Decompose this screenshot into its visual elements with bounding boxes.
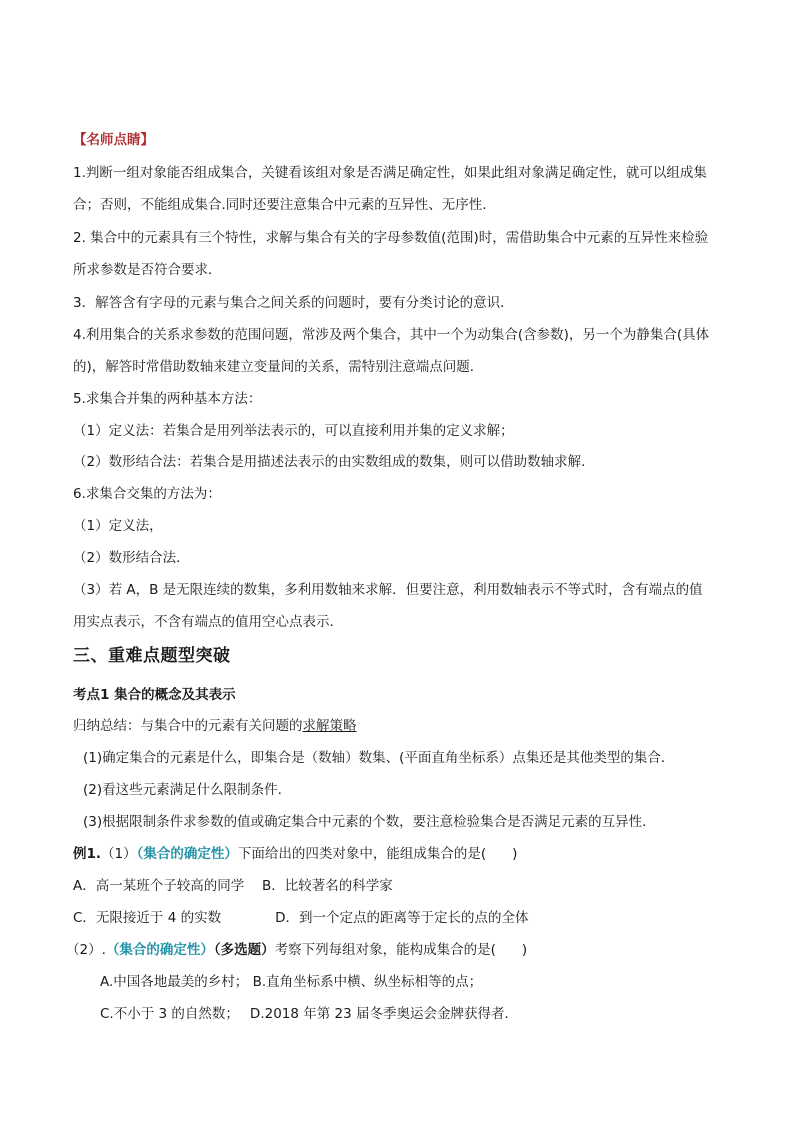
example1-question xyxy=(73,845,517,863)
tip-line: 3．解答含有字母的元素与集合之间关系的问题时，要有分类讨论的意识． xyxy=(73,295,514,311)
tip-line: 1.判断一组对象能否组成集合，关键看该组对象是否满足确定性，如果此组对象满足确定性，就可以组成集 xyxy=(73,165,707,181)
tip-line: 5.求集合并集的两种基本方法： xyxy=(73,391,262,407)
tip-line: 2. 集合中的元素具有三个特性，求解与集合有关的字母参数值(范围)时，需借助集合中元素的互异性来检验 xyxy=(73,230,709,246)
step-line: (1)确定集合的元素是什么，即集合是（数轴）数集、(平面直角坐标系）点集还是其他类型的集合． xyxy=(83,750,675,766)
tip-line: （1）定义法：若集合是用列举法表示的，可以直接利用并集的定义求解； xyxy=(73,423,514,439)
tip-line: （1）定义法， xyxy=(73,518,163,534)
tip-line: 6.求集合交集的方法为： xyxy=(73,486,221,502)
example1-num: （1） xyxy=(101,846,137,862)
example2-options-ab: A.中国各地最美的乡村； B.直角坐标系中横、纵坐标相等的点； xyxy=(100,974,483,990)
example1-text: 下面给出的四类对象中，能组成集合的是( xyxy=(237,846,487,862)
example2-multi: （多选题） xyxy=(213,942,275,958)
example2-num: （2）. xyxy=(66,942,106,958)
guina-line xyxy=(73,717,357,735)
example1-options-cd: C．无限接近于 4 的实数 D．到一个定点的距离等于定长的点的全体 xyxy=(73,910,529,926)
tip-line: 所求参数是否符合要求． xyxy=(73,262,222,278)
tip-line: 用实点表示，不含有端点的值用空心点表示． xyxy=(73,614,343,630)
section-heading: 三、重难点题型突破 xyxy=(73,646,231,666)
example2-options-cd: C.不小于 3 的自然数； D.2018 年第 23 届冬季奥运会金牌获得者． xyxy=(100,1006,519,1022)
example1-tag: （集合的确定性） xyxy=(136,846,238,862)
guina-underlined: 求解策略 xyxy=(302,718,357,734)
tip-line: 4.利用集合的关系求参数的范围问题，常涉及两个集合，其中一个为动集合(含参数)，另一个为静集合(具体 xyxy=(73,327,710,343)
tip-line: 的)，解答时常借助数轴来建立变量间的关系，需特别注意端点问题． xyxy=(73,359,484,375)
example2-question xyxy=(66,941,527,959)
example1-options-ab: A．高一某班个子较高的同学 B．比较著名的科学家 xyxy=(73,878,393,894)
tip-line: 合；否则，不能组成集合.同时还要注意集合中元素的互异性、无序性. xyxy=(73,197,487,213)
guina-prefix: 归纳总结：与集合中的元素有关问题的 xyxy=(73,718,303,734)
section-tag: 【名师点睛】 xyxy=(73,132,154,148)
kaodian-title: 考点1 集合的概念及其表示 xyxy=(73,687,236,703)
tip-line: （2）数形结合法：若集合是用描述法表示的由实数组成的数集，则可以借助数轴求解. xyxy=(73,454,586,470)
step-line: (2)看这些元素满足什么限制条件． xyxy=(83,782,292,798)
step-line: (3)根据限制条件求参数的值或确定集合中元素的个数，要注意检验集合是否满足元素的互异性． xyxy=(83,814,656,830)
example1-close: ) xyxy=(512,846,518,862)
example2-text: 考察下列每组对象，能构成集合的是( xyxy=(274,942,496,958)
example2-close: ) xyxy=(521,942,528,958)
example2-tag: （集合的确定性） xyxy=(105,942,214,958)
tip-line: （3）若 A，B 是无限连续的数集，多利用数轴来求解．但要注意，利用数轴表示不等式时，含有端点的值 xyxy=(73,582,703,598)
example1-label: 例1. xyxy=(73,846,102,862)
tip-line: （2）数形结合法． xyxy=(73,550,190,566)
